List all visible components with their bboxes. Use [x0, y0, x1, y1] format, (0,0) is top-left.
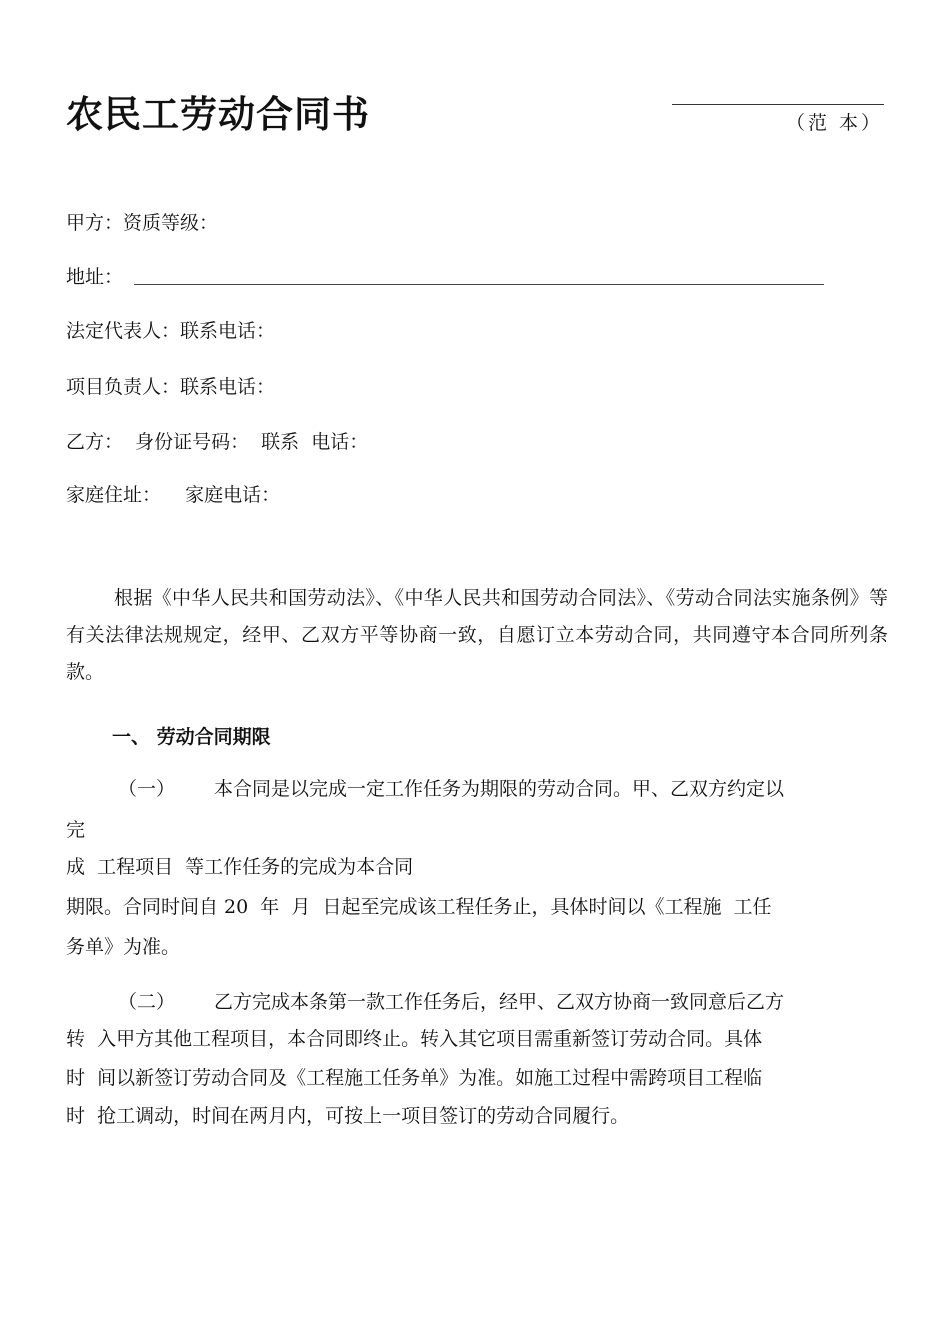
- sample-label: （范 本）: [786, 112, 884, 134]
- section-heading: 一、 劳动合同期限: [112, 726, 271, 748]
- clause-2-line-1: （二） 乙方完成本条第一款工作任务后，经甲、乙双方协商一致同意后乙方: [118, 987, 784, 1014]
- legal-rep-field: 法定代表人：联系电话：: [66, 320, 276, 342]
- clause-2-line-2: 转 入甲方其他工程项目，本合同即终止。转入其它项目需重新签订劳动合同。具体: [66, 1028, 763, 1050]
- project-lead-field: 项目负责人：联系电话：: [66, 376, 276, 398]
- clause-1-number: （一）: [118, 778, 176, 800]
- clause-2-number: （二）: [118, 991, 176, 1013]
- clause-1-line-4: 期限。合同时间自 20 年 月 日起至完成该工程任务止，具体时间以《工程施 工任: [66, 896, 772, 918]
- document-title: 农民工劳动合同书: [66, 93, 370, 136]
- clause-2-line-3: 时 间以新签订劳动合同及《工程施工任务单》为准。如施工过程中需跨项目工程临: [66, 1067, 763, 1089]
- clause-1-line-2: 完: [66, 819, 86, 841]
- party-b-field: 乙方： 身份证号码： 联系 电话：: [66, 431, 369, 453]
- party-a-field: 甲方：资质等级：: [66, 212, 219, 234]
- home-field: 家庭住址： 家庭电话：: [66, 484, 281, 506]
- clause-1-line-1: （一） 本合同是以完成一定工作任务为期限的劳动合同。甲、乙双方约定以: [118, 774, 784, 801]
- intro-paragraph: 根据《中华人民共和国劳动法》、《中华人民共和国劳动合同法》、《劳动合同法实施条例》等有关法律法规规定，经甲、乙双方平等协商一致，自愿订立本劳动合同，共同遵守本合同所列条款。: [66, 587, 888, 683]
- clause-1-line-3: 成 工程项目 等工作任务的完成为本合同: [66, 856, 414, 878]
- address-underline: [134, 284, 824, 285]
- address-field: 地址：: [66, 266, 124, 288]
- clause-2-line-4: 时 抢工调动，时间在两月内，可按上一项目签订的劳动合同履行。: [66, 1105, 630, 1127]
- sample-underline: [672, 104, 884, 105]
- clause-1-line-5: 务单》为准。: [66, 936, 181, 958]
